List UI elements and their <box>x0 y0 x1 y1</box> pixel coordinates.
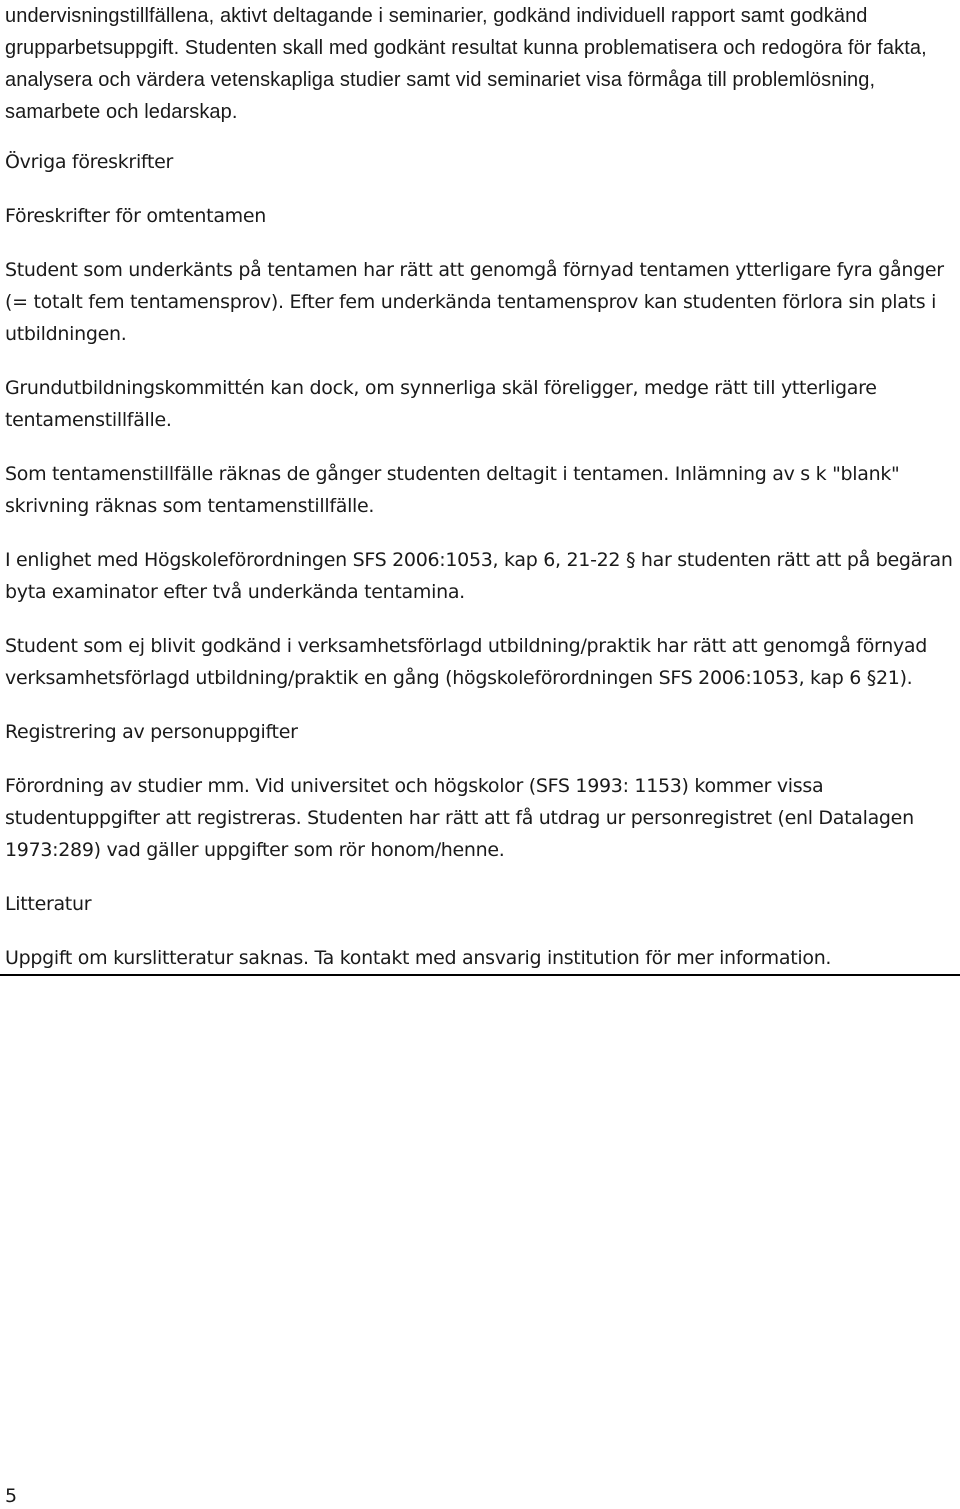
paragraph-praktik: Student som ej blivit godkänd i verksamhetsförlagd utbildning/praktik har rätt att genomgå förnyad verksamhetsförlagd utbildning/praktik en gång (högskoleförordningen SFS 2006:1053, kap 6 §21). <box>5 635 927 689</box>
paragraph-grundutbildning: Grundutbildningskommittén kan dock, om synnerliga skäl föreligger, medge rätt till ytterligare tentamenstillfälle. <box>5 377 877 431</box>
horizontal-rule <box>0 974 960 976</box>
document-page <box>5 0 955 974</box>
page-number: 5 <box>5 1485 18 1507</box>
paragraph-examinator: I enlighet med Högskoleförordningen SFS 2006:1053, kap 6, 21-22 § har studenten rätt att på begäran byta examinator efter två underkända tentamina. <box>5 549 953 603</box>
heading-litteratur: Litteratur <box>5 893 92 915</box>
heading-foreskrifter-omtentamen: Föreskrifter för omtentamen <box>5 205 267 227</box>
paragraph-tentamenstillfalle: Som tentamenstillfälle räknas de gånger studenten deltagit i tentamen. Inlämning av s k "blank" skrivning räknas som tentamenstillfälle. <box>5 463 900 517</box>
heading-ovriga-foreskrifter: Övriga föreskrifter <box>5 151 174 173</box>
intro-paragraph: undervisningstillfällena, aktivt deltagande i seminarier, godkänd individuell rapport samt godkänd grupparbetsuppgift. Studenten skall med godkänt resultat kunna problematisera och redogöra för fakta, analysera och värdera vetenskapliga studier samt vid seminariet visa förmåga till problemlösning, samarbete och ledarskap. <box>5 5 927 123</box>
paragraph-litteratur: Uppgift om kurslitteratur saknas. Ta kontakt med ansvarig institution för mer information. <box>5 947 832 969</box>
paragraph-omtentamen: Student som underkänts på tentamen har rätt att genomgå förnyad tentamen ytterligare fyra gånger (= totalt fem tentamensprov). Efter fem underkända tentamensprov kan studenten förlora sin plats i utbildningen. <box>5 259 944 345</box>
heading-registrering: Registrering av personuppgifter <box>5 721 298 743</box>
paragraph-registrering: Förordning av studier mm. Vid universitet och högskolor (SFS 1993: 1153) kommer vissa studentuppgifter att registreras. Studenten har rätt att få utdrag ur personregistret (enl Datalagen 1973:289) vad gäller uppgifter som rör honom/henne. <box>5 775 914 861</box>
